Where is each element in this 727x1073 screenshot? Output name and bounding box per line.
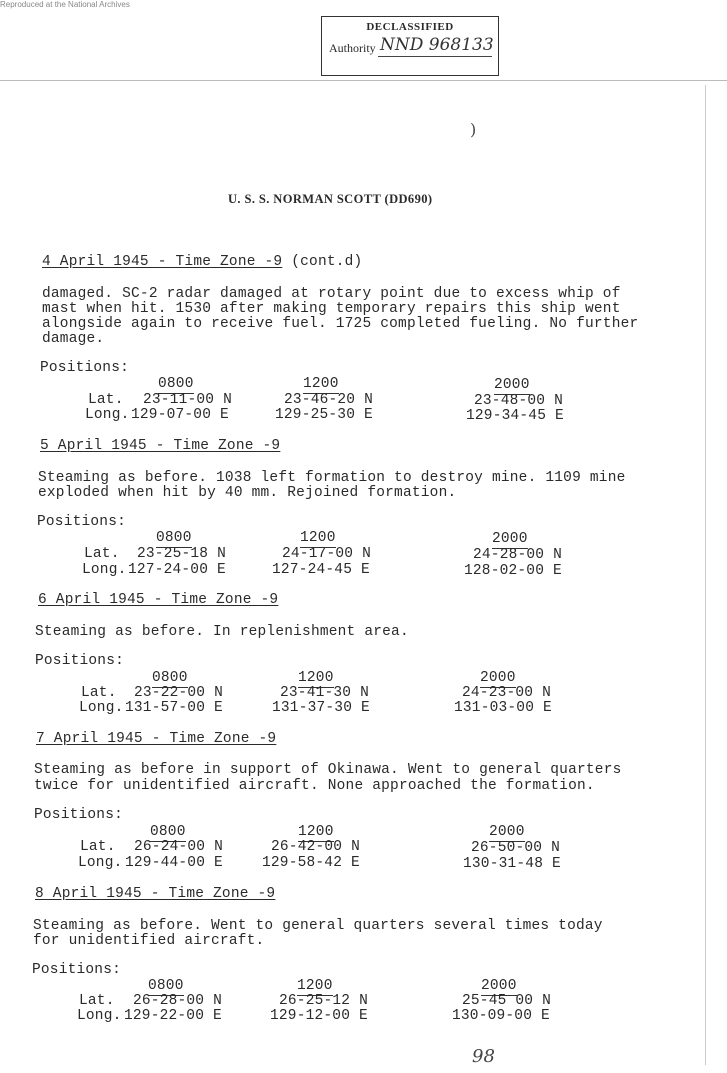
archive-header-note: Reproduced at the National Archives: [0, 0, 130, 9]
page-edge-line: [705, 85, 706, 1065]
time-header: 2000: [492, 531, 528, 547]
lat-label: Lat.: [81, 685, 117, 701]
time-header: 2000: [480, 670, 516, 686]
entry-heading: 5 April 1945 - Time Zone -9: [40, 438, 281, 454]
stamp-authority-value: NND 968133: [380, 35, 494, 55]
long-value: 131-37-30 E: [272, 700, 370, 716]
time-header: 0800: [158, 376, 194, 392]
time-header: 1200: [298, 670, 334, 686]
time-header: 0800: [150, 824, 186, 840]
long-value: 129-22-00 E: [124, 1008, 222, 1024]
entry-heading-suffix: (cont.d): [291, 254, 363, 270]
long-label: Long.: [78, 855, 123, 871]
long-value: 129-34-45 E: [466, 408, 564, 424]
long-value: 129-12-00 E: [270, 1008, 368, 1024]
long-value: 129-25-30 E: [275, 407, 373, 423]
long-value: 127-24-45 E: [272, 562, 370, 578]
lat-value: 24-28-00 N: [473, 547, 563, 563]
time-header: 1200: [297, 978, 333, 994]
lat-value: 24-23-00 N: [462, 685, 552, 701]
lat-value: 23-25-18 N: [137, 546, 227, 562]
long-value: 130-31-48 E: [463, 856, 561, 872]
time-header: 1200: [300, 530, 336, 546]
body-line: mast when hit. 1530 after making temporary repairs this ship went: [42, 301, 621, 317]
lat-value: 23-22-00 N: [134, 685, 224, 701]
positions-label: Positions:: [37, 514, 127, 530]
lat-value: 25-45 00 N: [462, 993, 552, 1009]
body-line: alongside again to receive fuel. 1725 completed fueling. No further: [42, 316, 639, 332]
long-value: 129-58-42 E: [262, 855, 360, 871]
body-line: Steaming as before. 1038 left formation to destroy mine. 1109 mine: [38, 470, 626, 486]
lat-label: Lat.: [79, 993, 115, 1009]
body-line: damage.: [42, 331, 105, 347]
time-header: 1200: [298, 824, 334, 840]
lat-label: Lat.: [80, 839, 116, 855]
entry-heading: 6 April 1945 - Time Zone -9: [38, 592, 279, 608]
long-value: 131-03-00 E: [454, 700, 552, 716]
time-header: 1200: [303, 376, 339, 392]
stamp-authority-label: Authority: [329, 41, 376, 55]
positions-label: Positions:: [35, 653, 125, 669]
long-value: 128-02-00 E: [464, 563, 562, 579]
lat-label: Lat.: [84, 546, 120, 562]
margin-mark: ): [470, 120, 477, 139]
doc-title: U. S. S. NORMAN SCOTT (DD690): [228, 192, 433, 206]
long-value: 131-57-00 E: [125, 700, 223, 716]
long-value: 130-09-00 E: [452, 1008, 550, 1024]
time-header: 2000: [481, 978, 517, 994]
time-header: 2000: [494, 377, 530, 393]
entry-heading: 7 April 1945 - Time Zone -9: [36, 731, 277, 747]
positions-label: Positions:: [34, 807, 124, 823]
lat-value: 23-46-20 N: [284, 392, 374, 408]
lat-label: Lat.: [88, 392, 124, 408]
stamp-title: DECLASSIFIED: [366, 21, 454, 33]
long-label: Long.: [82, 562, 127, 578]
long-value: 129-44-00 E: [125, 855, 223, 871]
lat-value: 26-50-00 N: [471, 840, 561, 856]
body-line: twice for unidentified aircraft. None approached the formation.: [34, 778, 595, 794]
lat-value: 24-17-00 N: [282, 546, 372, 562]
lat-value: 23-41-30 N: [280, 685, 370, 701]
time-header: 2000: [489, 824, 525, 840]
body-line: exploded when hit by 40 mm. Rejoined formation.: [38, 485, 457, 501]
header-rule: [0, 80, 727, 81]
page-number: 98: [472, 1046, 495, 1067]
long-value: 127-24-00 E: [128, 562, 226, 578]
lat-value: 26-42-00 N: [271, 839, 361, 855]
lat-value: 26-24-00 N: [134, 839, 224, 855]
entry-heading: 8 April 1945 - Time Zone -9: [35, 886, 276, 902]
body-line: Steaming as before. In replenishment area.: [35, 624, 409, 640]
declassified-stamp: [321, 16, 499, 76]
lat-value: 23-11-00 N: [143, 392, 233, 408]
time-header: 0800: [148, 978, 184, 994]
long-label: Long.: [85, 407, 130, 423]
body-line: Steaming as before. Went to general quarters several times today: [33, 918, 603, 934]
body-line: for unidentified aircraft.: [33, 933, 265, 949]
long-label: Long.: [77, 1008, 122, 1024]
lat-value: 23-48-00 N: [474, 393, 564, 409]
time-header: 0800: [152, 670, 188, 686]
positions-label: Positions:: [40, 360, 130, 376]
body-line: damaged. SC-2 radar damaged at rotary point due to excess whip of: [42, 286, 621, 302]
time-header: 0800: [156, 530, 192, 546]
lat-value: 26-28-00 N: [133, 993, 223, 1009]
lat-value: 26-25-12 N: [279, 993, 369, 1009]
body-line: Steaming as before in support of Okinawa. Went to general quarters: [34, 762, 622, 778]
entry-heading: 4 April 1945 - Time Zone -9: [42, 254, 283, 270]
long-label: Long.: [79, 700, 124, 716]
stamp-underline: [378, 56, 492, 57]
positions-label: Positions:: [32, 962, 122, 978]
long-value: 129-07-00 E: [131, 407, 229, 423]
